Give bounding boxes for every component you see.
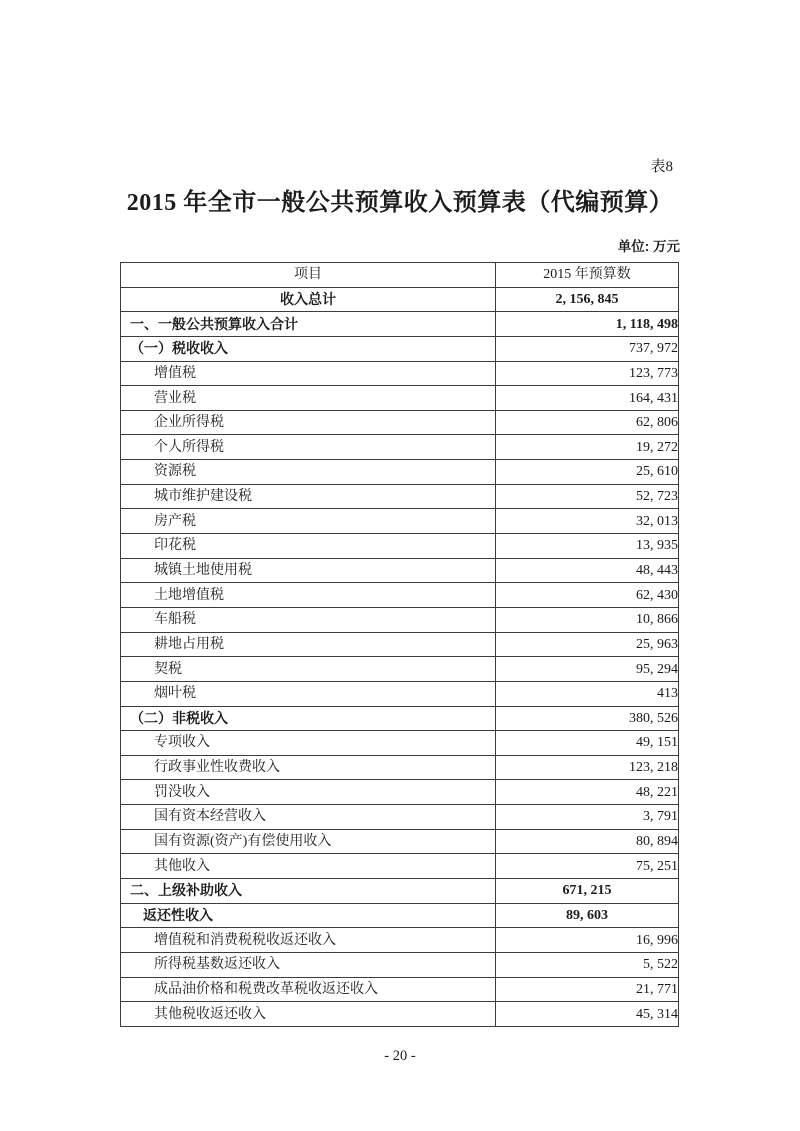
table-row	[121, 287, 679, 312]
row-item-label: 烟叶税	[121, 681, 496, 706]
column-header-item: 项目	[121, 263, 496, 288]
row-item-label: 其他收入	[121, 854, 496, 879]
row-item-label: 行政事业性收费收入	[121, 755, 496, 780]
table-row	[121, 361, 679, 386]
table-row	[121, 657, 679, 682]
table-row	[121, 805, 679, 830]
table-body	[121, 287, 679, 1026]
table-row	[121, 460, 679, 485]
table-row	[121, 706, 679, 731]
table-row	[121, 410, 679, 435]
row-item-label: 印花税	[121, 534, 496, 559]
table-row	[121, 731, 679, 756]
row-item-label: （二）非税收入	[121, 706, 496, 731]
row-budget-value: 25, 963	[496, 632, 679, 657]
row-budget-value: 49, 151	[496, 731, 679, 756]
table-row	[121, 435, 679, 460]
table-row	[121, 484, 679, 509]
row-item-label: 一、一般公共预算收入合计	[121, 312, 496, 337]
row-budget-value: 10, 866	[496, 607, 679, 632]
table-row	[121, 952, 679, 977]
row-item-label: 城市维护建设税	[121, 484, 496, 509]
table-header	[121, 263, 679, 288]
table-row	[121, 928, 679, 953]
column-header-budget: 2015 年预算数	[496, 263, 679, 288]
row-item-label: 其他税收返还收入	[121, 1002, 496, 1027]
table-row	[121, 607, 679, 632]
table-row	[121, 1002, 679, 1027]
row-item-label: 国有资源(资产)有偿使用收入	[121, 829, 496, 854]
row-budget-value: 3, 791	[496, 805, 679, 830]
row-item-label: 增值税	[121, 361, 496, 386]
row-budget-value: 48, 221	[496, 780, 679, 805]
row-item-label: 所得税基数返还收入	[121, 952, 496, 977]
row-budget-value: 5, 522	[496, 952, 679, 977]
row-budget-value: 2, 156, 845	[496, 287, 679, 312]
row-item-label: 营业税	[121, 386, 496, 411]
row-budget-value: 48, 443	[496, 558, 679, 583]
row-budget-value: 75, 251	[496, 854, 679, 879]
row-item-label: 契税	[121, 657, 496, 682]
row-budget-value: 80, 894	[496, 829, 679, 854]
row-budget-value: 52, 723	[496, 484, 679, 509]
row-budget-value: 25, 610	[496, 460, 679, 485]
table-row	[121, 336, 679, 361]
row-item-label: （一）税收收入	[121, 336, 496, 361]
row-item-label: 国有资本经营收入	[121, 805, 496, 830]
table-row	[121, 534, 679, 559]
row-budget-value: 32, 013	[496, 509, 679, 534]
unit-label: 单位: 万元	[617, 239, 680, 254]
row-item-label: 企业所得税	[121, 410, 496, 435]
row-item-label: 罚没收入	[121, 780, 496, 805]
table-row	[121, 755, 679, 780]
table-row	[121, 386, 679, 411]
row-item-label: 资源税	[121, 460, 496, 485]
table-number-tag: 表8	[650, 159, 673, 175]
row-budget-value: 737, 972	[496, 336, 679, 361]
row-item-label: 二、上级补助收入	[121, 879, 496, 904]
header-row	[121, 263, 679, 288]
row-item-label: 增值税和消费税税收返还收入	[121, 928, 496, 953]
row-item-label: 成品油价格和税费改革税收返还收入	[121, 977, 496, 1002]
table-row	[121, 879, 679, 904]
table-row	[121, 903, 679, 928]
row-item-label: 房产税	[121, 509, 496, 534]
row-budget-value: 45, 314	[496, 1002, 679, 1027]
row-budget-value: 380, 526	[496, 706, 679, 731]
row-item-label: 土地增值税	[121, 583, 496, 608]
row-item-label: 返还性收入	[121, 903, 496, 928]
table-row	[121, 509, 679, 534]
row-budget-value: 62, 430	[496, 583, 679, 608]
page-title: 2015 年全市一般公共预算收入预算表（代编预算）	[126, 190, 674, 216]
row-item-label: 车船税	[121, 607, 496, 632]
row-budget-value: 89, 603	[496, 903, 679, 928]
row-budget-value: 21, 771	[496, 977, 679, 1002]
row-budget-value: 413	[496, 681, 679, 706]
table-row	[121, 977, 679, 1002]
table-row	[121, 780, 679, 805]
table-row	[121, 312, 679, 337]
row-item-label: 个人所得税	[121, 435, 496, 460]
table-row	[121, 829, 679, 854]
table-row	[121, 681, 679, 706]
row-budget-value: 1, 118, 498	[496, 312, 679, 337]
row-budget-value: 16, 996	[496, 928, 679, 953]
row-budget-value: 164, 431	[496, 386, 679, 411]
row-budget-value: 123, 218	[496, 755, 679, 780]
row-item-label: 收入总计	[121, 287, 496, 312]
row-budget-value: 62, 806	[496, 410, 679, 435]
page-number: - 20 -	[384, 1048, 416, 1064]
table-row	[121, 583, 679, 608]
budget-table	[120, 262, 679, 1027]
row-budget-value: 123, 773	[496, 361, 679, 386]
row-item-label: 耕地占用税	[121, 632, 496, 657]
row-item-label: 专项收入	[121, 731, 496, 756]
row-budget-value: 671, 215	[496, 879, 679, 904]
table-row	[121, 558, 679, 583]
table-row	[121, 632, 679, 657]
row-item-label: 城镇土地使用税	[121, 558, 496, 583]
row-budget-value: 19, 272	[496, 435, 679, 460]
row-budget-value: 13, 935	[496, 534, 679, 559]
row-budget-value: 95, 294	[496, 657, 679, 682]
table-row	[121, 854, 679, 879]
